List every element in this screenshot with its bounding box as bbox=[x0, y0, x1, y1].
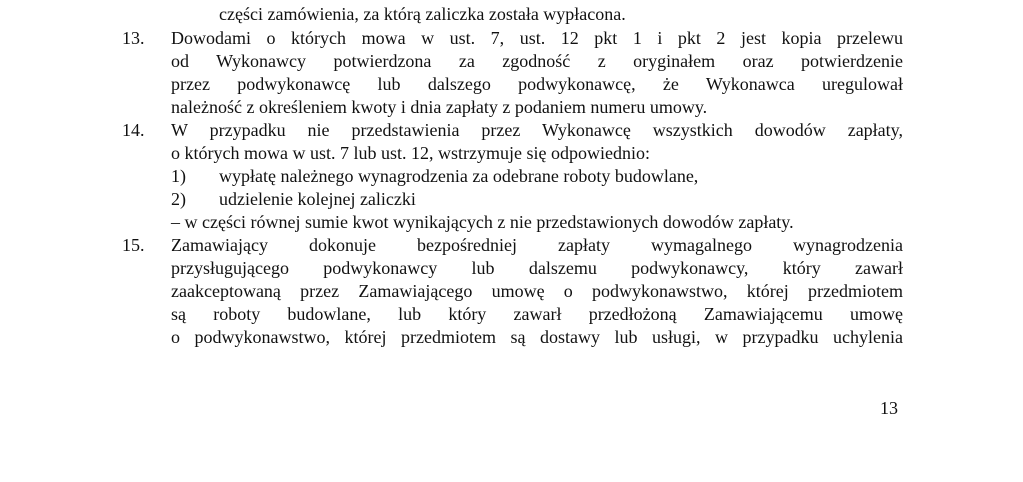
page-number: 13 bbox=[880, 398, 898, 418]
item-13-line-4: należność z określeniem kwoty i dnia zapłaty z podaniem numeru umowy. bbox=[171, 97, 708, 117]
item-13-line-1: Dowodami o których mowa w ust. 7, ust. 12 pkt 1 i pkt 2 jest kopia przelewu bbox=[171, 28, 903, 48]
item-14-line-1: W przypadku nie przedstawienia przez Wykonawcę wszystkich dowodów zapłaty, bbox=[171, 120, 903, 140]
item-15-line-4: są roboty budowlane, lub który zawarł przedłożoną Zamawiającemu umowę bbox=[171, 304, 903, 324]
subitem-number-1: 1) bbox=[171, 166, 186, 186]
subitem-number-2: 2) bbox=[171, 189, 186, 209]
item-15-line-2: przysługującego podwykonawcy lub dalszemu podwykonawcy, który zawarł bbox=[171, 258, 903, 278]
subitem-2-text: udzielenie kolejnej zaliczki bbox=[219, 189, 416, 209]
item-15-line-1: Zamawiający dokonuje bezpośredniej zapłaty wymagalnego wynagrodzenia bbox=[171, 235, 903, 255]
item-15-line-5: o podwykonawstwo, której przedmiotem są dostawy lub usługi, w przypadku uchylenia bbox=[171, 327, 903, 347]
item-13-line-3: przez podwykonawcę lub dalszego podwykonawcę, że Wykonawca uregulował bbox=[171, 74, 903, 94]
paragraph-continuation: części zamówienia, za którą zaliczka została wypłacona. bbox=[219, 4, 626, 24]
item-15-line-3: zaakceptowaną przez Zamawiającego umowę o podwykonawstwo, której przedmiotem bbox=[171, 281, 903, 301]
item-number-15: 15. bbox=[122, 235, 145, 255]
item-14-line-2: o których mowa w ust. 7 lub ust. 12, wstrzymuje się odpowiednio: bbox=[171, 143, 650, 163]
subitem-1-text: wypłatę należnego wynagrodzenia za odebrane roboty budowlane, bbox=[219, 166, 699, 186]
item-13-line-2: od Wykonawcy potwierdzona za zgodność z oryginałem oraz potwierdzenie bbox=[171, 51, 903, 71]
item-number-13: 13. bbox=[122, 28, 145, 48]
item-14-closing: – w części równej sumie kwot wynikających z nie przedstawionych dowodów zapłaty. bbox=[171, 212, 794, 232]
item-number-14: 14. bbox=[122, 120, 145, 140]
